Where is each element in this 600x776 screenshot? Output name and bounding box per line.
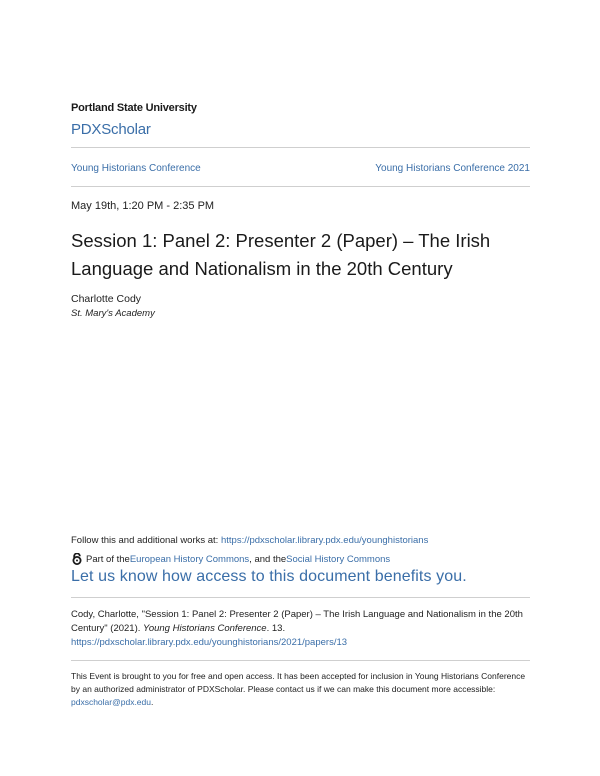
divider-top bbox=[71, 147, 530, 148]
open-access-icon bbox=[71, 553, 83, 565]
citation-journal: Young Historians Conference bbox=[143, 623, 267, 634]
recommended-citation bbox=[71, 608, 536, 650]
divider-notice bbox=[71, 660, 530, 661]
follow-line bbox=[71, 535, 428, 546]
author-name: Charlotte Cody bbox=[71, 293, 142, 305]
divider-citation bbox=[71, 597, 530, 598]
institution-name: Portland State University bbox=[71, 102, 197, 114]
access-notice bbox=[71, 670, 531, 709]
citation-suffix: . 13. bbox=[266, 623, 286, 634]
access-benefits-link[interactable]: Let us know how access to this document benefits you. bbox=[71, 568, 467, 585]
european-history-commons-link[interactable]: European History Commons bbox=[129, 553, 250, 565]
citation-url-link[interactable]: https://pdxscholar.library.pdx.edu/younghistorians/2021/papers/13 bbox=[71, 637, 348, 648]
notice-text: This Event is brought to you for free and open access. It has been accepted for inclusion in Young Historians Conference by an authorized administrator of PDXScholar. Please contact us if we can make this document more accessible: bbox=[71, 671, 526, 694]
contact-email-link[interactable]: pdxscholar@pdx.edu bbox=[71, 697, 151, 707]
repository-name-link[interactable]: PDXScholar bbox=[71, 121, 151, 138]
author-affiliation: St. Mary's Academy bbox=[71, 308, 155, 319]
social-history-commons-link[interactable]: Social History Commons bbox=[286, 553, 391, 565]
document-title: Session 1: Panel 2: Presenter 2 (Paper) – The Irish Language and Nationalism in the 20th Century bbox=[71, 230, 491, 279]
sub-collection-link[interactable]: Young Historians Conference 2021 bbox=[375, 163, 530, 174]
part-of-line bbox=[71, 553, 390, 565]
divider-bottom bbox=[71, 186, 530, 187]
follow-url-link[interactable]: https://pdxscholar.library.pdx.edu/younghistorians bbox=[220, 535, 429, 546]
citation-text: Cody, Charlotte, "Session 1: Panel 2: Presenter 2 (Paper) – The Irish Language and Nationalism in the 20th Century" (2021). bbox=[71, 609, 523, 634]
part-of-prefix: Part of the bbox=[86, 553, 130, 565]
event-date-time: May 19th, 1:20 PM - 2:35 PM bbox=[71, 200, 215, 212]
part-of-middle: , and the bbox=[249, 553, 287, 565]
notice-end: . bbox=[150, 697, 154, 707]
follow-prefix: Follow this and additional works at: bbox=[71, 535, 221, 546]
collection-link[interactable]: Young Historians Conference bbox=[71, 163, 201, 174]
